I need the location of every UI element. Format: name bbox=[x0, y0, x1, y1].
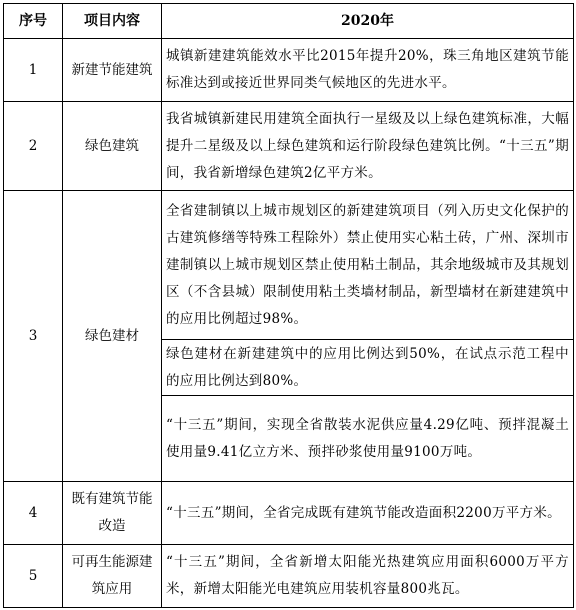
row-index: 5 bbox=[4, 545, 63, 608]
table-row bbox=[4, 482, 574, 545]
row-text: 全省建制镇以上城市规划区的新建建筑项目（列入历史文化保护的古建筑修缮等特殊工程除外）禁止使用实心粘土砖，广州、深圳市建制镇以上城市规划区禁止使用粘土制品，其余地级城市及其规划区（不含县城）限制使用粘土类墙材制品，新型墙材在新建建筑中的应用比例超过98%。 bbox=[162, 191, 574, 340]
row-item: 绿色建材 bbox=[63, 191, 162, 482]
row-item: 绿色建筑 bbox=[63, 102, 162, 191]
row-text: 绿色建材在新建建筑中的应用比例达到50%，在试点示范工程中的应用比例达到80%。 bbox=[162, 340, 574, 396]
header-item: 项目内容 bbox=[63, 4, 162, 39]
goals-table bbox=[3, 3, 574, 608]
row-text: “十三五”期间，实现全省散装水泥供应量4.29亿吨、预拌混凝土使用量9.41亿立方米、预拌砂浆使用量9100万吨。 bbox=[162, 396, 574, 482]
table-row bbox=[4, 39, 574, 102]
row-index: 1 bbox=[4, 39, 63, 102]
header-goal: 2020年 bbox=[162, 4, 574, 39]
table-row bbox=[4, 102, 574, 191]
table-row bbox=[4, 191, 574, 340]
row-item: 新建节能建筑 bbox=[63, 39, 162, 102]
row-text: 我省城镇新建民用建筑全面执行一星级及以上绿色建筑标准，大幅提升二星级及以上绿色建筑和运行阶段绿色建筑比例。“十三五”期间，我省新增绿色建筑2亿平方米。 bbox=[162, 102, 574, 191]
row-item: 可再生能源建筑应用 bbox=[63, 545, 162, 608]
table-row bbox=[4, 545, 574, 608]
row-text: “十三五”期间，全省新增太阳能光热建筑应用面积6000万平方米，新增太阳能光电建筑应用装机容量800兆瓦。 bbox=[162, 545, 574, 608]
header-row bbox=[4, 4, 574, 39]
row-text: “十三五”期间，全省完成既有建筑节能改造面积2200万平方米。 bbox=[162, 482, 574, 545]
row-index: 2 bbox=[4, 102, 63, 191]
row-index: 3 bbox=[4, 191, 63, 482]
row-index: 4 bbox=[4, 482, 63, 545]
row-item: 既有建筑节能改造 bbox=[63, 482, 162, 545]
header-index: 序号 bbox=[4, 4, 63, 39]
row-text: 城镇新建建筑能效水平比2015年提升20%，珠三角地区建筑节能标准达到或接近世界同类气候地区的先进水平。 bbox=[162, 39, 574, 102]
